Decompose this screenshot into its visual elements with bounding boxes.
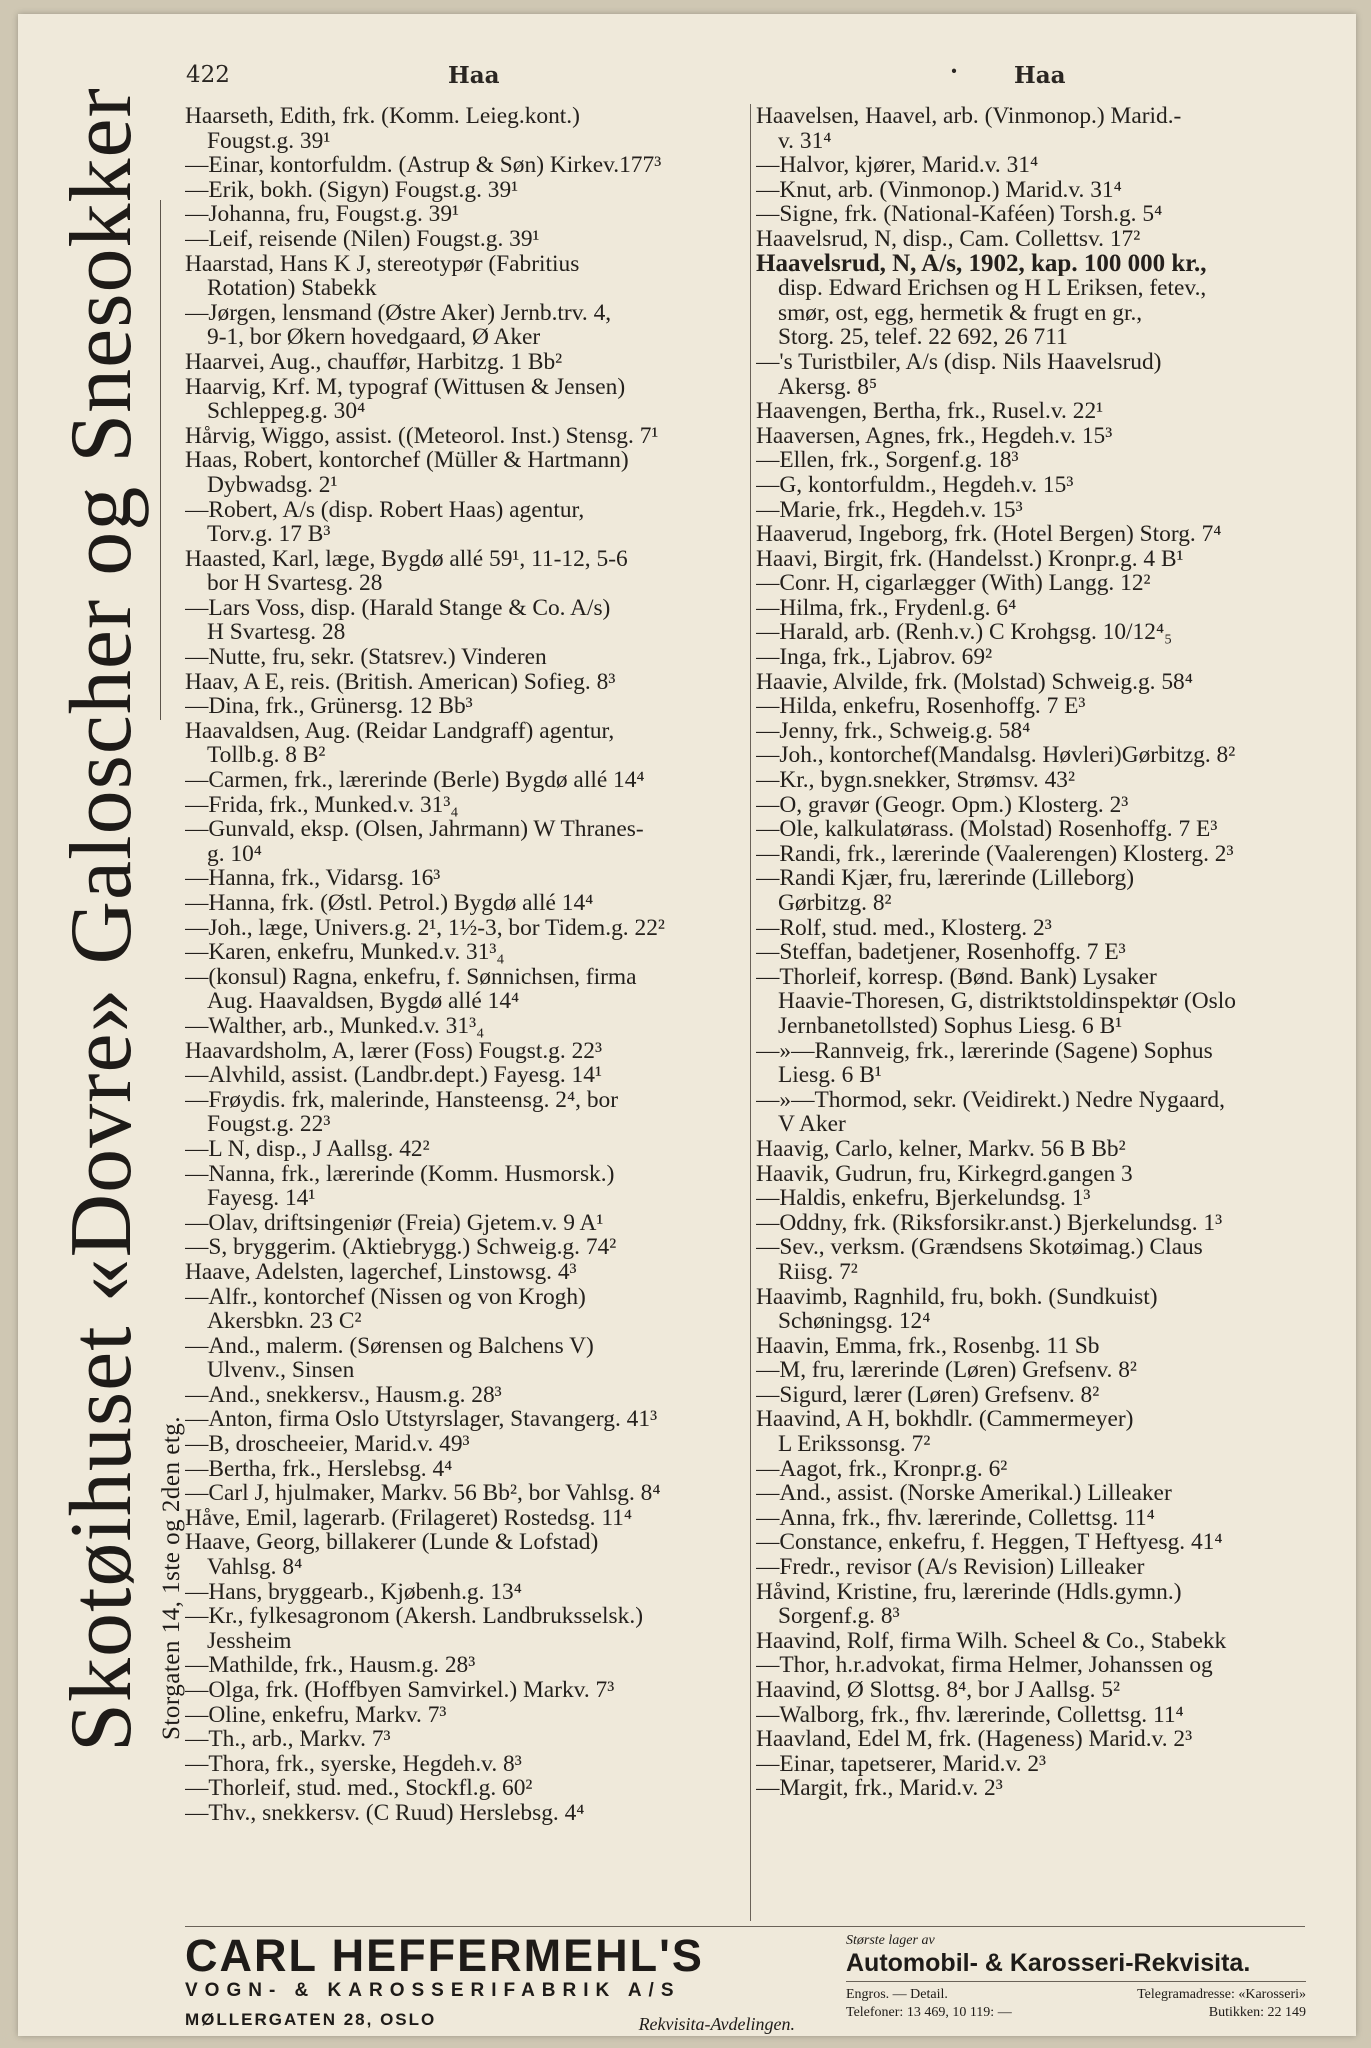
ad-main-heading: Automobil- & Karosseri-Rekvisita. xyxy=(846,1949,1251,1977)
directory-line: —Ellen, frk., Sorgenf.g. 18³ xyxy=(756,448,1019,473)
ad-shop-phone: Butikken: 22 149 xyxy=(1208,2005,1306,2020)
right-running-head: Haa xyxy=(1014,62,1066,89)
directory-line: —Alfr., kontorchef (Nissen og von Krogh) xyxy=(185,1284,586,1310)
directory-line: Haarseth, Edith, frk. (Komm. Leieg.kont.) xyxy=(185,104,580,129)
directory-line: Schøningsg. 12⁴ xyxy=(778,1309,931,1334)
ad-tagline: Største lager av xyxy=(846,1933,935,1948)
column-divider xyxy=(750,104,751,1921)
directory-line: —Jenny, frk., Schweig.g. 58⁴ xyxy=(756,718,1031,744)
directory-line: Haavig, Carlo, kelner, Markv. 56 B Bb² xyxy=(756,1136,1126,1162)
directory-line: —S, bryggerim. (Aktiebrygg.) Schweig.g. 74² xyxy=(185,1235,617,1260)
directory-line: —Marie, frk., Hegdeh.v. 15³ xyxy=(756,497,1023,523)
ad-company-address: MØLLERGATEN 28, OSLO xyxy=(185,2010,437,2029)
directory-line: Haavind, A H, bokhdlr. (Cammermeyer) xyxy=(756,1407,1134,1433)
directory-line: —Nutte, fru, sekr. (Statsrev.) Vinderen xyxy=(185,645,547,670)
directory-line: —Halvor, kjører, Marid.v. 31⁴ xyxy=(756,153,1039,178)
directory-line: Fougst.g. 39¹ xyxy=(207,128,331,154)
directory-line: —Harald, arb. (Renh.v.) C Krohgsg. 10/12⁴₅ xyxy=(756,620,1173,646)
directory-line: —Nanna, frk., lærerinde (Komm. Husmorsk.) xyxy=(185,1161,615,1187)
ad-company-name: CARL HEFFERMEHL'S xyxy=(185,1930,704,1981)
directory-line: Aug. Haavaldsen, Bygdø allé 14⁴ xyxy=(207,989,520,1014)
directory-line: —Hanna, frk., Vidarsg. 16³ xyxy=(185,866,441,891)
directory-line: —And., snekkersv., Hausm.g. 28³ xyxy=(185,1382,502,1408)
directory-line: Haavind, Ø Slottsg. 8⁴, bor J Aallsg. 5² xyxy=(756,1678,1121,1703)
directory-line: Haavardsholm, A, lærer (Foss) Fougst.g. 22³ xyxy=(185,1038,602,1064)
directory-line: —Olav, driftsingeniør (Freia) Gjetem.v. 9 A¹ xyxy=(185,1210,604,1236)
directory-line: disp. Edward Erichsen og H L Eriksen, fetev., xyxy=(778,276,1207,301)
directory-line: Liesg. 6 B¹ xyxy=(778,1063,882,1088)
directory-line: —Ole, kalkulatørass. (Molstad) Rosenhoffg. 7 E³ xyxy=(756,817,1218,842)
directory-line: —Walborg, frk., fhv. lærerinde, Collettsg. 11⁴ xyxy=(756,1702,1184,1728)
directory-line: —Anton, firma Oslo Utstyrslager, Stavangerg. 41³ xyxy=(185,1407,658,1433)
directory-line: Haavelsrud, N, disp., Cam. Collettsv. 17² xyxy=(756,226,1141,252)
directory-line: —Oddny, frk. (Riksforsikr.anst.) Bjerkelundsg. 1³ xyxy=(756,1210,1223,1236)
directory-line: Jernbanetollsted) Sophus Liesg. 6 B¹ xyxy=(778,1013,1123,1039)
directory-line: —»—Rannveig, frk., lærerinde (Sagene) Sophus xyxy=(756,1038,1213,1064)
directory-line: —Walther, arb., Munked.v. 31³₄ xyxy=(185,1013,485,1039)
directory-line: Haarvei, Aug., chauffør, Harbitzg. 1 Bb² xyxy=(185,349,563,375)
rekvisita-advertisement xyxy=(846,1933,1306,2028)
directory-line: Haarstad, Hans K J, stereotypør (Fabritius xyxy=(185,251,580,277)
ad-rule xyxy=(846,1981,1306,1982)
directory-line: Riisg. 7² xyxy=(778,1259,858,1285)
directory-line: smør, ost, egg, hermetik & frugt en gr., xyxy=(778,300,1143,326)
directory-line: —Erik, bokh. (Sigyn) Fougst.g. 39¹ xyxy=(185,177,519,203)
directory-line: Haavengen, Bertha, frk., Rusel.v. 22¹ xyxy=(756,399,1104,424)
directory-line: Rotation) Stabekk xyxy=(207,276,377,301)
directory-line: —Bertha, frk., Herslebsg. 4⁴ xyxy=(185,1456,453,1482)
directory-line: Haaverud, Ingeborg, frk. (Hotel Bergen) Storg. 7⁴ xyxy=(756,522,1222,547)
directory-line: —Sev., verksm. (Grændsens Skotøimag.) Claus xyxy=(756,1235,1203,1260)
directory-line: L Erikssonsg. 7² xyxy=(778,1432,931,1457)
directory-line: v. 31⁴ xyxy=(778,128,832,154)
directory-line: Haavland, Edel M, frk. (Hageness) Marid.v. 2³ xyxy=(756,1727,1193,1752)
directory-line: —Olga, frk. (Hoffbyen Samvirkel.) Markv. 7³ xyxy=(185,1678,615,1703)
ad-phones: Telefoner: 13 469, 10 119: — xyxy=(846,2005,1012,2020)
directory-line: —M, fru, lærerinde (Løren) Grefsenv. 8² xyxy=(756,1358,1137,1383)
directory-line: Haavie-Thoresen, G, distriktstoldinspektør (Oslo xyxy=(778,989,1236,1014)
vertical-side-advertisement xyxy=(52,87,202,1752)
directory-line: —Hans, bryggearb., Kjøbenh.g. 13⁴ xyxy=(185,1579,522,1605)
directory-line: —Haldis, enkefru, Bjerkelundsg. 1³ xyxy=(756,1186,1091,1211)
directory-line: Vahlsg. 8⁴ xyxy=(207,1555,303,1580)
directory-line: —Joh., læge, Univers.g. 2¹, 1½-3, bor Tidem.g. 22² xyxy=(185,915,665,941)
directory-line: —Thv., snekkersv. (C Ruud) Herslebsg. 4⁴ xyxy=(185,1800,585,1826)
directory-line: bor H Svartesg. 28 xyxy=(207,571,383,596)
directory-line: Jessheim xyxy=(207,1628,292,1654)
directory-line: Tollb.g. 8 B² xyxy=(207,743,326,769)
directory-line: —Gunvald, eksp. (Olsen, Jahrmann) W Thranes- xyxy=(185,817,644,842)
left-directory-column xyxy=(185,104,747,1826)
directory-line: —Leif, reisende (Nilen) Fougst.g. 39¹ xyxy=(185,226,540,252)
directory-line: —Mathilde, frk., Hausm.g. 28³ xyxy=(185,1653,476,1678)
side-ad-rule xyxy=(160,200,161,720)
directory-line: Haavi, Birgit, frk. (Handelsst.) Kronpr.g. 4 B¹ xyxy=(756,546,1184,572)
directory-line: Håve, Emil, lagerarb. (Frilageret) Rostedsg. 11⁴ xyxy=(185,1505,633,1531)
directory-line: —Thora, frk., syerske, Hegdeh.v. 8³ xyxy=(185,1751,522,1777)
directory-line: —Hanna, frk. (Østl. Petrol.) Bygdø allé 14⁴ xyxy=(185,891,594,916)
directory-line: —Randi Kjær, fru, lærerinde (Lilleborg) xyxy=(756,866,1134,891)
directory-line: —Hilma, frk., Frydenl.g. 6⁴ xyxy=(756,595,1017,621)
directory-line: —B, droscheeier, Marid.v. 49³ xyxy=(185,1432,470,1457)
directory-line: Haavelsrud, N, A/s, 1902, kap. 100 000 kr., xyxy=(756,251,1207,277)
directory-line: Fougst.g. 22³ xyxy=(207,1112,331,1137)
directory-line: —Sigurd, lærer (Løren) Grefsenv. 8² xyxy=(756,1382,1100,1408)
ad-department: Rekvisita-Avdelingen. xyxy=(638,2014,795,2034)
directory-line: —Conr. H, cigarlægger (With) Langg. 12² xyxy=(756,571,1151,596)
side-ad-main-text: Skotøihuset «Dovre» Galoscher og Snesokker xyxy=(53,87,150,1752)
directory-line: —Inga, frk., Ljabrov. 69² xyxy=(756,645,993,670)
directory-line: V Aker xyxy=(778,1112,846,1137)
directory-line: —L N, disp., J Aallsg. 42² xyxy=(185,1136,430,1162)
directory-line: —Oline, enkefru, Markv. 7³ xyxy=(185,1702,447,1728)
directory-line: Haavelsen, Haavel, arb. (Vinmonop.) Marid.- xyxy=(756,104,1182,129)
directory-line: —Frøydis. frk, malerinde, Hansteensg. 2⁴, bor xyxy=(185,1087,619,1113)
directory-line: —Hilda, enkefru, Rosenhoffg. 7 E³ xyxy=(756,694,1086,719)
side-ad-address: Storgaten 14, 1ste og 2den etg. xyxy=(158,1415,185,1740)
ad-telegram: Telegramadresse: «Karosseri» xyxy=(1137,1987,1306,2002)
directory-line: Haavind, Rolf, firma Wilh. Scheel & Co., Stabekk xyxy=(756,1628,1227,1654)
directory-line: Akersbkn. 23 C² xyxy=(207,1309,362,1334)
directory-line: —Lars Voss, disp. (Harald Stange & Co. A/s) xyxy=(185,595,611,621)
directory-line: —O, gravør (Geogr. Opm.) Klosterg. 2³ xyxy=(756,792,1129,818)
directory-line: Hårvig, Wiggo, assist. ((Meteorol. Inst.) Stensg. 7¹ xyxy=(185,423,659,449)
directory-line: Haavin, Emma, frk., Rosenbg. 11 Sb xyxy=(756,1333,1100,1359)
directory-line: Schleppeg.g. 30⁴ xyxy=(207,399,366,424)
directory-line: H Svartesg. 28 xyxy=(207,620,346,646)
directory-line: Storg. 25, telef. 22 692, 26 711 xyxy=(778,325,1068,350)
head-separator: · xyxy=(950,58,959,85)
directory-line: —Th., arb., Markv. 7³ xyxy=(185,1727,391,1752)
directory-line: Haav, A E, reis. (British. American) Sofieg. 8³ xyxy=(185,669,616,695)
directory-line: Haas, Robert, kontorchef (Müller & Hartmann) xyxy=(185,448,629,473)
directory-line: —And., assist. (Norske Amerikal.) Lilleaker xyxy=(756,1481,1172,1506)
left-running-head: Haa xyxy=(448,62,500,89)
directory-line: —Robert, A/s (disp. Robert Haas) agentur, xyxy=(185,497,585,523)
directory-line: —G, kontorfuldm., Hegdeh.v. 15³ xyxy=(756,472,1074,498)
directory-line: —Thorleif, stud. med., Stockfl.g. 60² xyxy=(185,1776,533,1801)
directory-line: 9-1, bor Økern hovedgaard, Ø Aker xyxy=(207,325,541,350)
directory-line: Haave, Adelsten, lagerchef, Linstowsg. 4³ xyxy=(185,1259,577,1285)
directory-line: —'s Turistbiler, A/s (disp. Nils Haavelsrud) xyxy=(756,349,1162,375)
directory-line: Gørbitzg. 8² xyxy=(778,891,892,916)
directory-line: Haaversen, Agnes, frk., Hegdeh.v. 15³ xyxy=(756,423,1113,449)
directory-line: Torv.g. 17 B³ xyxy=(207,522,331,547)
directory-line: Sorgenf.g. 8³ xyxy=(778,1604,900,1629)
directory-line: Fayesg. 14¹ xyxy=(207,1186,316,1211)
directory-line: —Frida, frk., Munked.v. 31³₄ xyxy=(185,792,459,818)
directory-line: Haavie, Alvilde, frk. (Molstad) Schweig.g. 58⁴ xyxy=(756,669,1193,695)
footer-rule xyxy=(185,1926,1305,1927)
directory-line: —Aagot, frk., Kronpr.g. 6² xyxy=(756,1456,1008,1482)
directory-line: —»—Thormod, sekr. (Veidirekt.) Nedre Nygaard, xyxy=(756,1087,1225,1113)
directory-line: —Knut, arb. (Vinmonop.) Marid.v. 31⁴ xyxy=(756,177,1122,203)
directory-line: —Rolf, stud. med., Klosterg. 2³ xyxy=(756,915,1052,941)
directory-line: —Einar, tapetserer, Marid.v. 2³ xyxy=(756,1751,1047,1777)
directory-line: —Joh., kontorchef(Mandalsg. Høvleri)Gørbitzg. 8² xyxy=(756,743,1236,769)
page-number: 422 xyxy=(186,62,230,88)
heffermehl-advertisement xyxy=(185,1930,805,2034)
directory-line: Ulvenv., Sinsen xyxy=(207,1358,355,1383)
directory-line: Dybwadsg. 2¹ xyxy=(207,472,338,498)
right-directory-column xyxy=(756,104,1318,1801)
directory-line: Haavik, Gudrun, fru, Kirkegrd.gangen 3 xyxy=(756,1161,1133,1187)
directory-line: —Kr., bygn.snekker, Strømsv. 43² xyxy=(756,768,1076,793)
directory-line: —Einar, kontorfuldm. (Astrup & Søn) Kirkev.177³ xyxy=(185,153,662,178)
directory-line: Haavimb, Ragnhild, fru, bokh. (Sundkuist) xyxy=(756,1284,1158,1310)
directory-line: —Karen, enkefru, Munked.v. 31³₄ xyxy=(185,940,505,965)
directory-line: —Constance, enkefru, f. Heggen, T Heftyesg. 41⁴ xyxy=(756,1530,1223,1556)
directory-line: —(konsul) Ragna, enkefru, f. Sønnichsen, firma xyxy=(185,964,637,990)
directory-line: —And., malerm. (Sørensen og Balchens V) xyxy=(185,1333,594,1359)
directory-line: —Randi, frk., lærerinde (Vaalerengen) Klosterg. 2³ xyxy=(756,841,1234,867)
directory-line: —Kr., fylkesagronom (Akersh. Landbruksselsk.) xyxy=(185,1604,643,1629)
ad-engros: Engros. — Detail. xyxy=(846,1987,948,2002)
directory-line: —Thor, h.r.advokat, firma Helmer, Johanssen og xyxy=(756,1653,1213,1678)
directory-line: Haasted, Karl, læge, Bygdø allé 59¹, 11-12, 5-6 xyxy=(185,546,628,572)
directory-line: Håvind, Kristine, fru, lærerinde (Hdls.gymn.) xyxy=(756,1579,1182,1605)
directory-line: —Carmen, frk., lærerinde (Berle) Bygdø allé 14⁴ xyxy=(185,768,645,793)
directory-line: —Johanna, fru, Fougst.g. 39¹ xyxy=(185,202,460,227)
directory-line: Haavaldsen, Aug. (Reidar Landgraff) agentur, xyxy=(185,718,615,744)
directory-line: —Signe, frk. (National-Kaféen) Torsh.g. 5⁴ xyxy=(756,202,1163,227)
directory-line: Haave, Georg, billakerer (Lunde & Lofstad) xyxy=(185,1530,599,1556)
directory-line: —Carl J, hjulmaker, Markv. 56 Bb², bor Vahlsg. 8⁴ xyxy=(185,1481,661,1506)
directory-line: Akersg. 8⁵ xyxy=(778,374,878,400)
directory-line: —Steffan, badetjener, Rosenhoffg. 7 E³ xyxy=(756,940,1126,965)
directory-line: —Thorleif, korresp. (Bønd. Bank) Lysaker xyxy=(756,964,1157,990)
directory-line: Haarvig, Krf. M, typograf (Wittusen & Jensen) xyxy=(185,374,626,400)
directory-line: —Jørgen, lensmand (Østre Aker) Jernb.trv. 4, xyxy=(185,300,612,326)
directory-line: —Fredr., revisor (A/s Revision) Lilleaker xyxy=(756,1555,1145,1580)
ad-company-subtitle: VOGN- & KAROSSERIFABRIK A/S xyxy=(185,1980,681,2001)
directory-line: —Margit, frk., Marid.v. 2³ xyxy=(756,1776,1003,1801)
directory-line: g. 10⁴ xyxy=(207,841,262,867)
directory-line: —Dina, frk., Grünersg. 12 Bb³ xyxy=(185,694,473,719)
directory-line: —Alvhild, assist. (Landbr.dept.) Fayesg. 14¹ xyxy=(185,1063,602,1088)
directory-line: —Anna, frk., fhv. lærerinde, Collettsg. 11⁴ xyxy=(756,1505,1155,1531)
